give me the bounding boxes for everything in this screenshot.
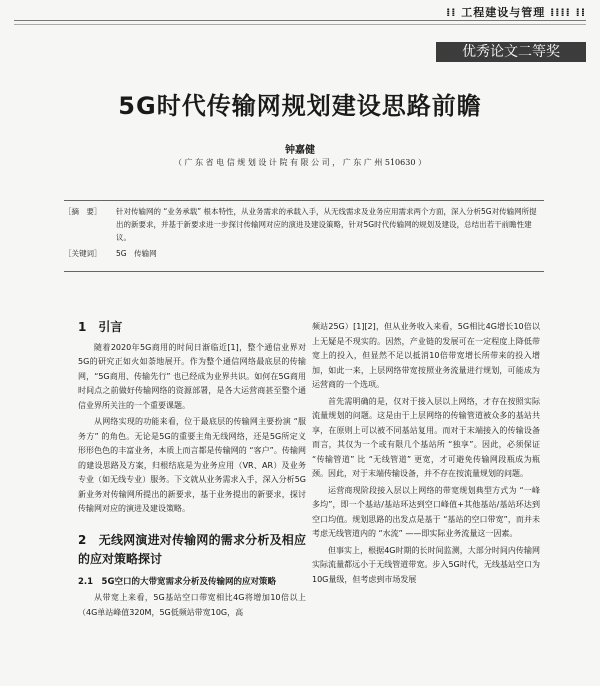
abstract-top-rule <box>64 200 544 201</box>
author-affiliation: （ 广 东 省 电 信 规 划 设 计 院 有 限 公 司 ， 广 东 广 州 510630 ） <box>174 158 426 167</box>
paragraph: 频站25G）[1][2]，但从业务收入来看，5G相比4G增长10倍以上无疑是不现实的。因然，产业链的发展可在一定程度上降低带宽上的投入，但显然不足以抵消10倍带宽增长所带来的投入增加，如此一来，上层网络带宽按照业务流量进行规划，可能成为运营商的一个选项。 <box>312 322 540 389</box>
section-2-heading: 2 无线网演进对传输网的需求分析及相应的应对策略探讨 <box>78 532 306 566</box>
paragraph: 从带宽上来看，5G基站空口带宽相比4G将增加10倍以上（4G单站峰值320M，5G低频站带宽10G，高 <box>78 593 306 617</box>
keywords-text: 5G 传输网 <box>116 249 157 258</box>
paragraph: 从网络实现的功能来看，位于最底层的传输网主要扮演 “服务方” 的角色。无论是5G的重要主角无线网络，还是5G所定义形形色色的丰富业务，本质上而言都是传输网的 “客户”。传输网的建设思路及方案，归根结底是为业务应用（VR、AR）及业务专业（如无线专业）服务。下文就从业务需求入手，深入分析5G新业务对传输网所提出的新要求，基于业务提出的新要求，探讨传输网对应的演进及建设策略。 <box>78 417 306 513</box>
keywords-label: ［关键词］ <box>64 249 102 258</box>
abstract-bottom-rule <box>64 271 544 272</box>
abstract-label: ［摘 要］ <box>64 207 102 216</box>
paragraph: 首先需明确的是，仅对于接入层以上网络，才存在按照实际流量规划的问题。这是由于上层网络的传输管道被众多的基站共享，在原则上可以被不同基站复用。而对于末端接入的传输设备而言，其仅为一个或有限几个基站所 “独享”。因此，必须保证 “传输管道” 比 “无线管道” 更宽，才可避免传输网段瓶成为瓶颈。因此，对于末端传输设备，并不存在按流量规划的问题。 <box>312 396 540 478</box>
header-rule-thin <box>14 24 586 25</box>
abstract-text: 针对传输网的 “业务承载” 根本特性，从业务需求的承载入手，从无线需求及业务应用需求两个方面，深入分析5G对传输网所提出的新要求，并基于新要求进一步探讨传输网对应的演进及建设策略，针对5G时代传输网的规划及建设，总结出若干前瞻性建议。 <box>116 207 537 242</box>
journal-header <box>0 0 600 22</box>
award-banner: 优秀论文二等奖 <box>436 42 586 62</box>
paragraph: 随着2020年5G商用的时间日渐临近[1]，整个通信业界对5G的研究正如火如荼地展开。作为整个通信网络最底层的传输网，“5G商用、传输先行” 也已经成为业界共识。如何在5G商用时间点之前做好传输网络的资源部署，是各大运营商甚至整个通信业界所关注的一个重要课题。 <box>78 342 306 410</box>
author-name: 钟嘉健 <box>285 145 315 156</box>
left-column <box>78 320 306 622</box>
right-column <box>312 320 540 589</box>
section-2-1-heading: 2.1 5G空口的大带宽需求分析及传输网的应对策略 <box>78 576 276 587</box>
journal-section-label: ⁞⁞ 工程建设与管理 ⁞⁞⁞⁞ ⁞⁞ <box>446 6 586 19</box>
section-1-heading: 1 引言 <box>78 320 123 334</box>
article-title: 5G时代传输网规划建设思路前瞻 <box>118 92 482 120</box>
abstract-block <box>64 205 544 260</box>
paragraph: 但事实上，根据4G时期的长时间监测，大部分时间内传输网实际流量都远小于无线管道带宽。步入5G时代，无线基站空口为10G量级，但考虑到市场发展 <box>312 545 540 584</box>
paragraph: 运营商现阶段接入层以上网络的带宽规划典型方式为 “一峰多均”，即一个基站/基站环达到空口峰值+其他基站/基站环达到空口均值。规划思路的出发点是基于 “基站的空口带宽”，而并未考虑无线管道内的 “水流” ——即实际业务流量这一因素。 <box>312 485 540 538</box>
header-rule <box>14 20 586 21</box>
